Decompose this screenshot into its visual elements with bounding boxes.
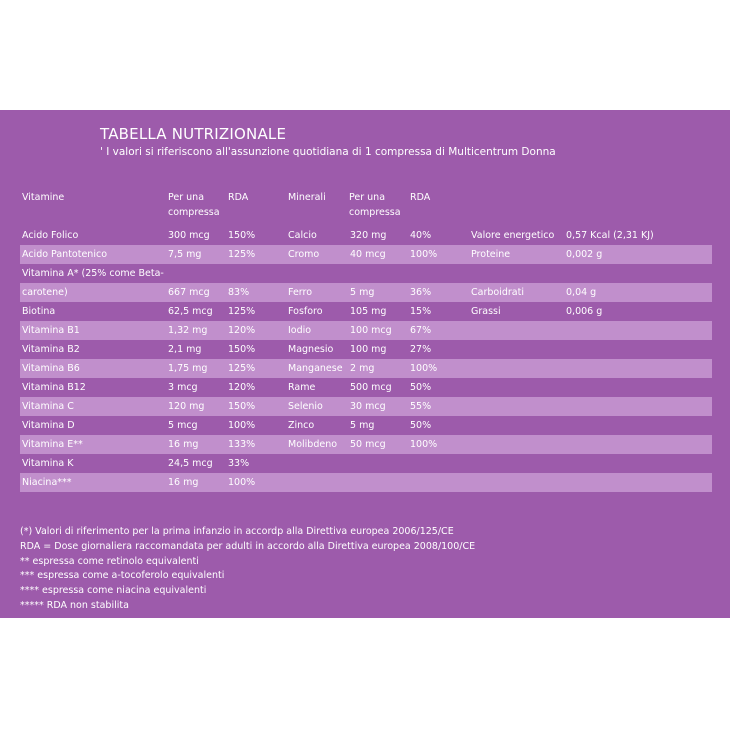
mineral-rda: 67%	[410, 325, 432, 336]
vitamin-amount: 24,5 mcg	[168, 458, 213, 469]
vitamin-name: carotene)	[22, 287, 68, 298]
mineral-name: Rame	[288, 382, 316, 393]
vitamin-rda: 120%	[228, 325, 256, 336]
table-row	[20, 378, 712, 397]
vitamin-rda: 150%	[228, 401, 256, 412]
mineral-amount: 2 mg	[350, 363, 375, 374]
vitamin-name: Vitamina B2	[22, 344, 80, 355]
vitamin-rda: 133%	[228, 439, 256, 450]
vitamin-name: Biotina	[22, 306, 56, 317]
table-row	[20, 264, 712, 283]
mineral-rda: 100%	[410, 249, 438, 260]
vitamin-rda: 150%	[228, 230, 256, 241]
vitamin-rda: 125%	[228, 306, 256, 317]
vitamin-rda: 120%	[228, 382, 256, 393]
header-minerali: Minerali	[288, 192, 326, 203]
mineral-rda: 50%	[410, 420, 432, 431]
vitamin-name: Niacina***	[22, 477, 72, 488]
table-row	[20, 492, 712, 511]
vitamin-name: Acido Pantotenico	[22, 249, 108, 260]
mineral-name: Magnesio	[288, 344, 334, 355]
vitamin-rda: 125%	[228, 249, 256, 260]
vitamin-name: Vitamina B12	[22, 382, 86, 393]
vitamin-name: Vitamina B6	[22, 363, 80, 374]
mineral-amount: 100 mcg	[350, 325, 392, 336]
mineral-name: Ferro	[288, 287, 313, 298]
vitamin-name: Vitamina D	[22, 420, 75, 431]
vitamin-rda: 150%	[228, 344, 256, 355]
vitamin-name: Vitamina B1	[22, 325, 80, 336]
table-row	[20, 302, 712, 321]
mineral-amount: 40 mcg	[350, 249, 386, 260]
vitamin-rda: 33%	[228, 458, 250, 469]
mineral-name: Calcio	[288, 230, 317, 241]
mineral-amount: 5 mg	[350, 420, 375, 431]
header-vitamine: Vitamine	[22, 192, 65, 203]
vitamin-name: Vitamina E**	[22, 439, 83, 450]
footnotes	[20, 525, 475, 614]
mineral-name: Iodio	[288, 325, 312, 336]
energy-value: 0,006 g	[566, 306, 603, 317]
mineral-amount: 100 mg	[350, 344, 387, 355]
table-row	[20, 397, 712, 416]
vitamin-amount: 120 mg	[168, 401, 205, 412]
vitamin-rda: 83%	[228, 287, 250, 298]
header-per-una-1: Per una compressa	[168, 192, 220, 218]
mineral-name: Cromo	[288, 249, 320, 260]
table-row	[20, 416, 712, 435]
table-row	[20, 454, 712, 473]
mineral-amount: 500 mcg	[350, 382, 392, 393]
footnote: *** espressa come a-tocoferolo equivalenti	[20, 570, 225, 582]
table-row	[20, 340, 712, 359]
mineral-rda: 50%	[410, 382, 432, 393]
footnote: RDA = Dose giornaliera raccomandata per adulti in accordo alla Direttiva europea 2008/100/CE	[20, 540, 476, 552]
vitamin-amount: 3 mcg	[168, 382, 198, 393]
energy-value: 0,002 g	[566, 249, 603, 260]
vitamin-amount: 1,32 mg	[168, 325, 208, 336]
mineral-name: Molibdeno	[288, 439, 338, 450]
table-row	[20, 435, 712, 454]
mineral-rda: 15%	[410, 306, 432, 317]
mineral-amount: 105 mg	[350, 306, 387, 317]
mineral-name: Selenio	[288, 401, 323, 412]
energy-value: 0,04 g	[566, 287, 597, 298]
table-row	[20, 473, 712, 492]
vitamin-amount: 667 mcg	[168, 287, 210, 298]
vitamin-amount: 62,5 mcg	[168, 306, 213, 317]
vitamin-name: Acido Folico	[22, 230, 79, 241]
mineral-rda: 100%	[410, 439, 438, 450]
table-row	[20, 359, 712, 378]
footnote: **** espressa come niacina equivalenti	[20, 585, 207, 597]
vitamin-amount: 2,1 mg	[168, 344, 202, 355]
energy-label: Carboidrati	[471, 287, 524, 298]
mineral-amount: 30 mcg	[350, 401, 386, 412]
footnote: (*) Valori di riferimento per la prima infanzio in accordp alla Direttiva europea 2006/125/CE	[20, 526, 454, 537]
mineral-name: Zinco	[288, 420, 315, 431]
header-per-una-2: Per una compressa	[349, 192, 401, 218]
vitamin-amount: 1,75 mg	[168, 363, 208, 374]
energy-label: Valore energetico	[471, 230, 555, 241]
mineral-rda: 27%	[410, 344, 432, 355]
table-row	[20, 226, 712, 245]
vitamin-name: Vitamina K	[22, 458, 74, 469]
vitamin-amount: 16 mg	[168, 477, 199, 488]
vitamin-name: Vitamina C	[22, 401, 74, 412]
footnote: ***** RDA non stabilita	[20, 599, 129, 611]
vitamin-rda: 100%	[228, 420, 256, 431]
header-rda-1: RDA	[228, 192, 249, 203]
mineral-name: Manganese	[288, 363, 343, 374]
vitamin-rda: 125%	[228, 363, 256, 374]
vitamin-amount: 300 mcg	[168, 230, 210, 241]
mineral-rda: 40%	[410, 230, 432, 241]
mineral-rda: 100%	[410, 363, 438, 374]
page-title: TABELLA NUTRIZIONALE	[100, 125, 287, 143]
mineral-amount: 5 mg	[350, 287, 375, 298]
vitamin-amount: 7,5 mg	[168, 249, 202, 260]
mineral-name: Fosforo	[288, 306, 323, 317]
mineral-rda: 55%	[410, 401, 432, 412]
energy-label: Proteine	[471, 249, 511, 260]
subtitle: ' I valori si riferiscono all'assunzione quotidiana di 1 compressa di Multicentrum Donna	[100, 146, 556, 158]
footnote: ** espressa come retinolo equivalenti	[20, 555, 199, 567]
mineral-amount: 50 mcg	[350, 439, 386, 450]
table-row	[20, 283, 712, 302]
table-row	[20, 321, 712, 340]
energy-label: Grassi	[471, 306, 501, 317]
vitamin-amount: 16 mg	[168, 439, 199, 450]
vitamin-rda: 100%	[228, 477, 256, 488]
vitamin-amount: 5 mcg	[168, 420, 198, 431]
header-rda-2: RDA	[410, 192, 431, 203]
table-row	[20, 245, 712, 264]
mineral-rda: 36%	[410, 287, 432, 298]
energy-value: 0,57 Kcal (2,31 KJ)	[566, 230, 654, 241]
vitamin-name: Vitamina A* (25% come Beta-	[22, 268, 164, 279]
mineral-amount: 320 mg	[350, 230, 387, 241]
